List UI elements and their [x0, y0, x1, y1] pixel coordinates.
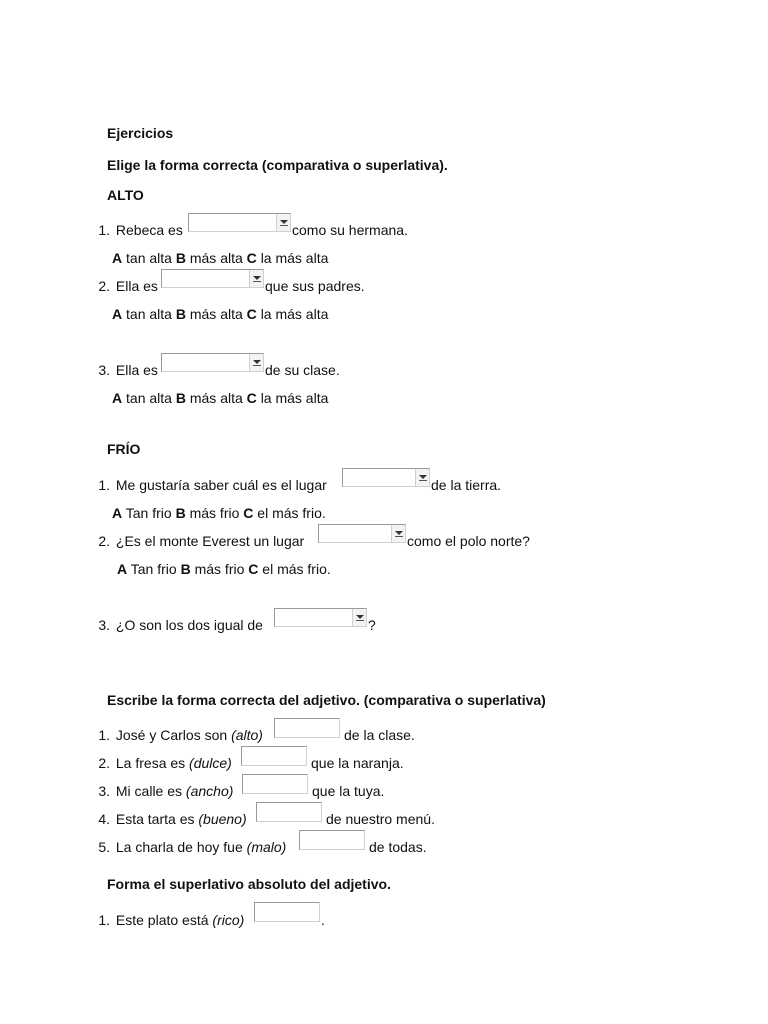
- option-letter-a: A: [112, 390, 123, 406]
- answer-options: [112, 389, 328, 407]
- page-title: Ejercicios: [107, 125, 174, 141]
- question-row: [86, 361, 158, 379]
- question-row: [86, 911, 244, 929]
- question-row: [86, 277, 158, 295]
- question-text-after: de todas.: [369, 839, 427, 855]
- option-letter-b: B: [180, 561, 191, 577]
- option-letter-b: B: [175, 306, 186, 322]
- question-text-before: ¿O son los dos igual de: [115, 617, 263, 633]
- adjective-hint: (ancho): [185, 783, 234, 799]
- option-c: el más frio.: [262, 561, 331, 577]
- question-text-after: de la tierra.: [431, 477, 502, 493]
- option-a: Tan frio: [125, 505, 172, 521]
- question-row: [86, 221, 183, 239]
- option-letter-a: A: [112, 505, 123, 521]
- question-number: 4.: [98, 811, 110, 827]
- question-text-after: como el polo norte?: [407, 533, 530, 549]
- answer-input[interactable]: [242, 774, 308, 794]
- option-a: Tan frio: [130, 561, 177, 577]
- question-text-before: Me gustaría saber cuál es el lugar: [115, 477, 327, 493]
- chevron-down-icon[interactable]: [415, 469, 429, 486]
- question-row: [86, 754, 232, 772]
- answer-dropdown[interactable]: [342, 468, 430, 487]
- option-letter-a: A: [112, 306, 123, 322]
- question-text-before: La charla de hoy fue: [115, 839, 243, 855]
- option-letter-a: A: [117, 561, 128, 577]
- question-text-before: La fresa es: [115, 755, 186, 771]
- group-title-alto: ALTO: [107, 187, 144, 203]
- question-row: [86, 726, 263, 744]
- chevron-down-icon[interactable]: [249, 270, 263, 287]
- question-number: 1.: [98, 477, 110, 493]
- answer-input[interactable]: [254, 902, 320, 922]
- section2-instruction: Escribe la forma correcta del adjetivo. (comparativa o superlativa): [107, 692, 546, 708]
- group-title-frio: FRÍO: [107, 441, 141, 457]
- question-text-after: de nuestro menú.: [326, 811, 435, 827]
- answer-options: [112, 305, 328, 323]
- option-a: tan alta: [126, 306, 172, 322]
- question-row: [86, 782, 233, 800]
- question-row: [86, 810, 247, 828]
- question-row: [86, 838, 286, 856]
- answer-dropdown[interactable]: [318, 524, 406, 543]
- chevron-down-icon[interactable]: [352, 609, 366, 626]
- option-letter-b: B: [175, 250, 186, 266]
- option-letter-c: C: [246, 306, 257, 322]
- question-text-after: de su clase.: [265, 362, 340, 378]
- answer-options: [112, 504, 326, 522]
- option-letter-c: C: [246, 390, 257, 406]
- question-number: 1.: [98, 912, 110, 928]
- option-letter-c: C: [243, 505, 254, 521]
- question-text-before: Este plato está: [115, 912, 209, 928]
- question-number: 3.: [98, 617, 110, 633]
- answer-input[interactable]: [256, 802, 322, 822]
- question-row: [86, 476, 327, 494]
- question-text-after: que sus padres.: [265, 278, 365, 294]
- adjective-hint: (malo): [246, 839, 287, 855]
- question-text-before: José y Carlos son: [115, 727, 228, 743]
- answer-input[interactable]: [274, 718, 340, 738]
- chevron-down-icon[interactable]: [249, 354, 263, 371]
- question-text-after: de la clase.: [344, 727, 415, 743]
- option-b: más frio: [189, 505, 240, 521]
- option-letter-a: A: [112, 250, 123, 266]
- question-text-before: Mi calle es: [115, 783, 183, 799]
- answer-dropdown[interactable]: [188, 213, 291, 232]
- option-letter-b: B: [175, 505, 186, 521]
- question-text-before: Ella es: [115, 278, 158, 294]
- question-number: 2.: [98, 755, 110, 771]
- answer-input[interactable]: [241, 746, 307, 766]
- option-letter-c: C: [248, 561, 259, 577]
- section3-instruction: Forma el superlativo absoluto del adjetivo.: [107, 876, 391, 892]
- question-text-after: que la tuya.: [312, 783, 385, 799]
- question-text-before: Esta tarta es: [115, 811, 195, 827]
- chevron-down-icon[interactable]: [391, 525, 405, 542]
- adjective-hint: (dulce): [189, 755, 232, 771]
- option-letter-c: C: [246, 250, 257, 266]
- chevron-down-icon[interactable]: [276, 214, 290, 231]
- section1-instruction: Elige la forma correcta (comparativa o superlativa).: [107, 157, 448, 173]
- question-text-before: Rebeca es: [115, 222, 183, 238]
- question-number: 1.: [98, 727, 110, 743]
- option-c: el más frio.: [257, 505, 326, 521]
- answer-dropdown[interactable]: [161, 353, 264, 372]
- question-text-before: ¿Es el monte Everest un lugar: [115, 533, 305, 549]
- question-number: 2.: [98, 278, 110, 294]
- option-c: la más alta: [260, 390, 329, 406]
- answer-options: [112, 249, 328, 267]
- option-c: la más alta: [260, 306, 329, 322]
- question-text-before: Ella es: [115, 362, 158, 378]
- option-c: la más alta: [260, 250, 329, 266]
- option-a: tan alta: [126, 250, 172, 266]
- question-number: 5.: [98, 839, 110, 855]
- question-text-after: ?: [368, 617, 376, 633]
- answer-dropdown[interactable]: [274, 608, 367, 627]
- question-row: [86, 532, 304, 550]
- option-a: tan alta: [126, 390, 172, 406]
- question-text-after: que la naranja.: [311, 755, 404, 771]
- option-b: más alta: [189, 390, 243, 406]
- option-b: más alta: [189, 250, 243, 266]
- option-b: más frio: [194, 561, 245, 577]
- answer-input[interactable]: [299, 830, 365, 850]
- adjective-hint: (rico): [212, 912, 245, 928]
- question-number: 1.: [98, 222, 110, 238]
- adjective-hint: (bueno): [198, 811, 247, 827]
- question-row: [86, 616, 263, 634]
- question-number: 3.: [98, 783, 110, 799]
- question-number: 2.: [98, 533, 110, 549]
- answer-dropdown[interactable]: [161, 269, 264, 288]
- answer-options: [117, 560, 331, 578]
- question-number: 3.: [98, 362, 110, 378]
- option-letter-b: B: [175, 390, 186, 406]
- question-text-after: como su hermana.: [292, 222, 408, 238]
- question-text-after: .: [321, 912, 325, 928]
- adjective-hint: (alto): [231, 727, 263, 743]
- option-b: más alta: [189, 306, 243, 322]
